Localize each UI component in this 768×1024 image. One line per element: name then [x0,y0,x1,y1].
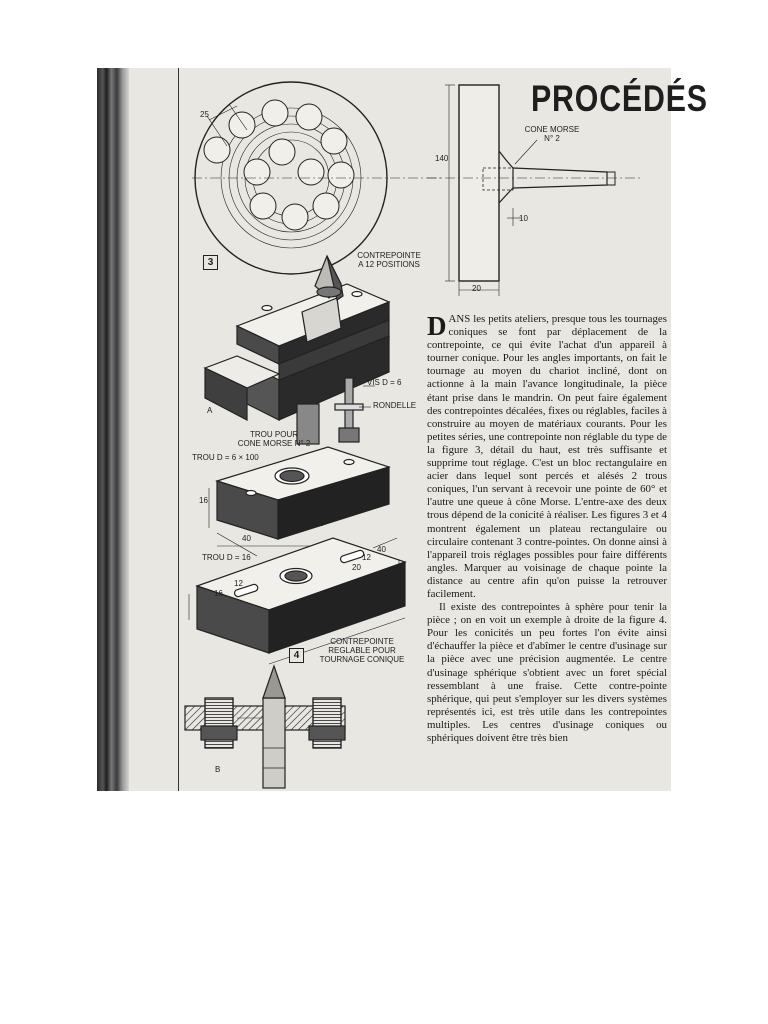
middle-block-drawing [209,447,389,556]
page-title: PROCÉDÉS [531,78,708,119]
article-paragraph-1-text: ANS les petits ateliers, presque tous les tournages coniques se font par déplacement de la contrepointe, ce qui évite l'achat d'un appareil à tourner conique. Pour les angles importants, on fait le tournage au moyen du chariot incliné, dont on actionne à la main l'avance longitudinale, la pièce étant prise dans le mandrin. On peut faire également des contrepointes décalées, fixes ou réglables, faciles à construire au moyen de matériaux courants. Pour les petites séries, une contrepointe non réglable du type de la figure 3, détail du haut, est très suffisante et supprime tout réglage. C'est un bloc rectangulaire en acier dans lequel sont percés et alésés 2 trous coniques, l'un servant à recevoir une pointe de 60° et l'autre une queue à cône Morse. L'entre-axe des deux trous dépend de la conicité à réaliser. Les figures 3 et 4 montrent également un plateau rectangulaire ou circulaire contenant 3 contre-pointes. On donne ainsi à l'appareil trois réglages possibles pour faire différents angles. Marquer au voisinage de chaque pointe la distance au centre afin qu'on puisse la retrouver facilement. [427,313,667,600]
cone-morse-label-line1: CONE MORSE [524,125,580,134]
trou-cone-label-line2: CONE MORSE N° 2 [237,439,311,448]
figure-4-caption-line3: TOURNAGE CONIQUE [319,655,405,664]
trou-d16-label: TROU D = 16 [202,553,251,562]
dimension-16b: 16 [392,566,401,575]
dimension-140: 140 [435,154,449,163]
vis-label: VIS D = 6 [367,378,402,387]
dimension-16c: 16 [214,589,223,598]
drop-cap: D [427,311,447,341]
figure-3-caption-line2: A 12 POSITIONS [358,260,420,269]
round-plate-drawing [192,82,442,274]
trou-d6-label: TROU D = 6 × 100 [192,453,259,462]
figure-3-number: 3 [203,255,218,270]
figure-4-caption-line2: REGLABLE POUR [328,646,396,655]
dimension-20: 20 [472,284,481,293]
cone-morse-label-line2: N° 2 [544,134,560,143]
dimension-16a: 16 [199,496,208,505]
dimension-25: 25 [200,110,209,119]
figure-4-caption [312,637,412,664]
dimension-100: 100 [319,622,333,631]
fixed-block-A-drawing [205,256,389,444]
trou-cone-label [229,430,319,448]
dimension-20-slot: 20 [352,563,361,572]
dimension-40b: 40 [377,545,386,554]
dimension-40a: 40 [242,534,251,543]
figure-4-number: 4 [289,648,304,663]
figure-3-caption-line1: CONTREPOINTE [357,251,421,260]
rondelle-label: RONDELLE [373,401,417,410]
label-A: A [207,406,213,415]
label-B: B [215,765,221,774]
section-B-drawing [185,666,345,788]
dimension-75: 75 [315,519,324,528]
figure-3-caption [339,251,439,269]
trou-cone-label-line1: TROU POUR [250,430,298,439]
article-paragraph-1 [427,313,667,601]
dimension-10: 10 [519,214,528,223]
figure-4-caption-line1: CONTREPOINTE [330,637,394,646]
cone-morse-label [517,125,587,143]
scanned-page [97,68,708,791]
dimension-12a: 12 [362,553,371,562]
article-paragraph-2: Il existe des contrepointes à sphère pour tenir la pièce ; on en voit un exemple à droite de la figure 4. Pour les conicités un peu fortes l'on évite ainsi d'échauffer la pièce et d'abîmer le centre d'usinage sur la pièce avec une précision augmentée. Le centre d'usinage sphérique s'obtient avec un foret spécial ressemblant à une fraise. Cette contre-pointe sphérique, qui peut s'employer sur les divers systèmes représentés ici, est très utile dans les contrepointes multiples. Les centres d'usinage coniques ou sphériques doivent être très bien [427,601,667,744]
dimension-12b: 12 [234,579,243,588]
article-body [427,313,667,745]
